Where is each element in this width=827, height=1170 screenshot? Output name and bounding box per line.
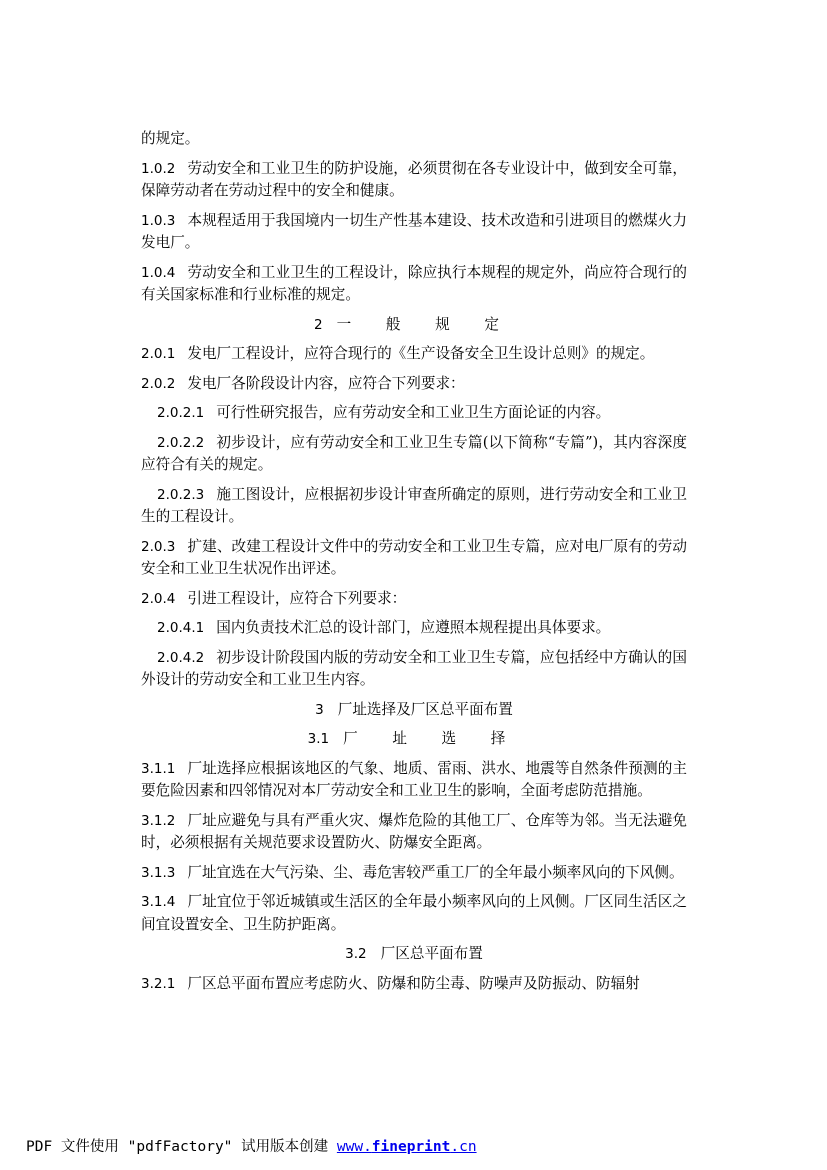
footer-text: PDF 文件使用 "pdfFactory" 试用版本创建	[26, 1139, 337, 1155]
clause-number: 2.0.2.3	[157, 486, 205, 503]
clause-text: 厂址宜选在大气污染、尘、毒危害较严重工厂的全年最小频率风向的下风侧。	[187, 863, 684, 881]
clause-text: 发电厂各阶段设计内容，应符合下列要求：	[187, 374, 465, 392]
clause-text: 的规定。	[141, 130, 200, 147]
clause-number: 3.1.2	[141, 812, 176, 829]
clause-text: 引进工程设计，应符合下列要求：	[187, 589, 407, 607]
sub-clause	[141, 402, 687, 425]
clause-number: 3.1.1	[141, 760, 176, 777]
clause-text: 本规程适用于我国境内一切生产性基本建设、技术改造和引进项目的燃煤火力发电厂。	[141, 211, 687, 251]
clause-text: 施工图设计，应根据初步设计审查所确定的原则，进行劳动安全和工业卫生的工程设计。	[141, 485, 687, 525]
clause-text: 发电厂工程设计，应符合现行的《生产设备安全卫生设计总则》的规定。	[187, 345, 655, 362]
clause	[141, 588, 687, 611]
clause-number: 2.0.2.1	[157, 405, 205, 421]
clause-number: 2.0.2	[141, 375, 176, 392]
clause	[141, 343, 687, 366]
clause-text: 可行性研究报告，应有劳动安全和工业卫生方面论证的内容。	[216, 404, 611, 421]
footer-link-prefix: www.	[336, 1139, 372, 1155]
sub-clause	[141, 484, 687, 529]
heading-number: 3	[315, 701, 324, 718]
footer-link-brand: fineprint	[371, 1139, 451, 1155]
clause-number: 3.2.1	[141, 975, 176, 992]
pdf-footer	[26, 1135, 477, 1156]
clause-text: 厂址选择应根据该地区的气象、地质、雷雨、洪水、地震等自然条件预测的主要危险因素和四邻情况对本厂劳动安全和工业卫生的影响，全面考虑防范措施。	[141, 759, 687, 799]
clause	[141, 758, 687, 803]
clause-number: 1.0.4	[141, 264, 176, 281]
clause-number: 3.1.4	[141, 894, 176, 910]
clause-text: 初步设计阶段国内版的劳动安全和工业卫生专篇，应包括经中方确认的国外设计的劳动安全和工业卫生内容。	[141, 648, 687, 688]
heading-number: 3.2	[345, 946, 367, 962]
section-heading	[141, 699, 687, 722]
footer-link[interactable]	[337, 1139, 477, 1155]
clause	[141, 536, 687, 581]
clause-text: 国内负责技术汇总的设计部门，应遵照本规程提出具体要求。	[216, 619, 611, 636]
clause	[141, 973, 687, 996]
clause-number: 1.0.2	[141, 160, 176, 177]
clause	[141, 891, 687, 936]
clause-text: 厂区总平面布置应考虑防火、防爆和防尘毒、防噪声及防振动、防辐射	[187, 974, 640, 992]
heading-number: 2	[314, 316, 323, 333]
clause-text: 厂址应避免与具有严重火灾、爆炸危险的其他工厂、仓库等为邻。当无法避免时，必须根据有关规范要求设置防火、防爆安全距离。	[141, 811, 687, 851]
heading-number: 3.1	[307, 731, 330, 747]
clause	[141, 810, 687, 855]
clause-number: 2.0.4.1	[157, 620, 205, 636]
section-heading	[141, 728, 687, 751]
clause	[141, 862, 687, 885]
heading-text: 厂址选择及厂区总平面布置	[337, 700, 513, 718]
clause-number: 2.0.4.2	[157, 649, 205, 666]
clause-number: 2.0.2.2	[157, 434, 205, 451]
sub-clause	[141, 617, 687, 640]
footer-link-suffix: .cn	[450, 1139, 477, 1155]
clause-text: 劳动安全和工业卫生的防护设施，必须贯彻在各专业设计中，做到安全可靠，保障劳动者在劳动过程中的安全和健康。	[141, 159, 687, 199]
heading-text: 一 般 规 定	[336, 315, 514, 333]
clause-text: 扩建、改建工程设计文件中的劳动安全和工业卫生专篇，应对电厂原有的劳动安全和工业卫生状况作出评述。	[141, 537, 687, 577]
clause	[141, 128, 687, 151]
section-heading	[141, 314, 687, 337]
clause-number: 1.0.3	[141, 212, 176, 229]
sub-clause	[141, 647, 687, 692]
document-body	[141, 128, 687, 1002]
clause-number: 2.0.4	[141, 590, 176, 607]
sub-clause	[141, 432, 687, 477]
clause	[141, 210, 687, 255]
heading-text: 厂 址 选 择	[343, 730, 521, 747]
clause	[141, 158, 687, 203]
clause	[141, 373, 687, 396]
clause-text: 劳动安全和工业卫生的工程设计，除应执行本规程的规定外，尚应符合现行的有关国家标准和行业标准的规定。	[141, 263, 687, 303]
clause-text: 初步设计，应有劳动安全和工业卫生专篇(以下简称“专篇”)，其内容深度应符合有关的规定。	[141, 433, 687, 473]
clause-number: 2.0.1	[141, 346, 176, 362]
clause-text: 厂址宜位于邻近城镇或生活区的全年最小频率风向的上风侧。厂区同生活区之间宜设置安全、卫生防护距离。	[141, 893, 687, 933]
heading-text: 厂区总平面布置	[380, 945, 483, 962]
section-heading	[141, 943, 687, 966]
clause-number: 3.1.3	[141, 864, 176, 881]
clause	[141, 262, 687, 307]
clause-number: 2.0.3	[141, 538, 176, 555]
